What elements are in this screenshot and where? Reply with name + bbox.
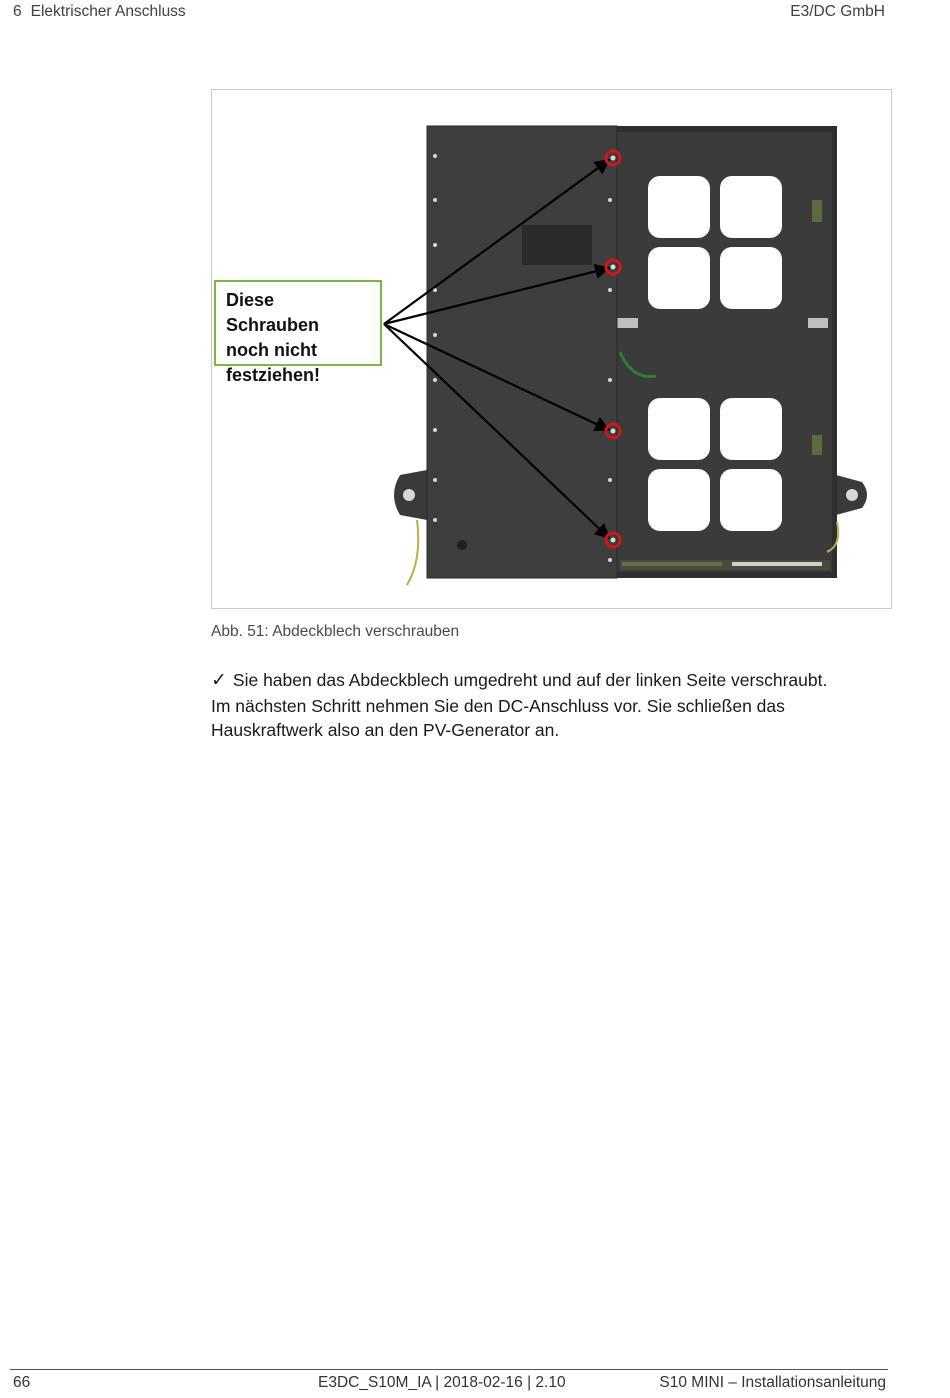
chapter-title: Elektrischer Anschluss xyxy=(30,3,186,20)
document-title: S10 MINI – Installationsanleitung xyxy=(659,1374,886,1391)
result-text: Sie haben das Abdeckblech umgedreht und auf der linken Seite verschraubt. xyxy=(232,670,828,690)
page-number: 66 xyxy=(13,1374,31,1391)
body-paragraph xyxy=(211,668,891,743)
figure-caption: Abb. 51: Abdeckblech verschrauben xyxy=(211,623,460,640)
next-step-line-1: Im nächsten Schritt nehmen Sie den DC-Anschluss vor. Sie schließen das xyxy=(211,695,785,716)
figure-frame xyxy=(211,89,892,609)
chapter-number: 6 xyxy=(13,3,22,20)
callout-line-2: noch nicht xyxy=(226,340,317,360)
next-step-line-2: Hauskraftwerk also an den PV-Generator an. xyxy=(211,720,560,740)
cover-label xyxy=(522,225,592,265)
page-header-chapter xyxy=(13,3,186,21)
warning-callout xyxy=(214,280,382,385)
footer-divider xyxy=(10,1369,888,1370)
cover-plate xyxy=(427,126,617,578)
callout-line-1: Diese Schrauben xyxy=(226,290,320,335)
result-line xyxy=(211,668,891,694)
check-icon: ✓ xyxy=(211,670,227,691)
callout-line-3: festziehen! xyxy=(226,365,321,385)
document-id: E3DC_S10M_IA | 2018-02-16 | 2.10 xyxy=(318,1374,566,1391)
page-header-company: E3/DC GmbH xyxy=(790,3,885,20)
